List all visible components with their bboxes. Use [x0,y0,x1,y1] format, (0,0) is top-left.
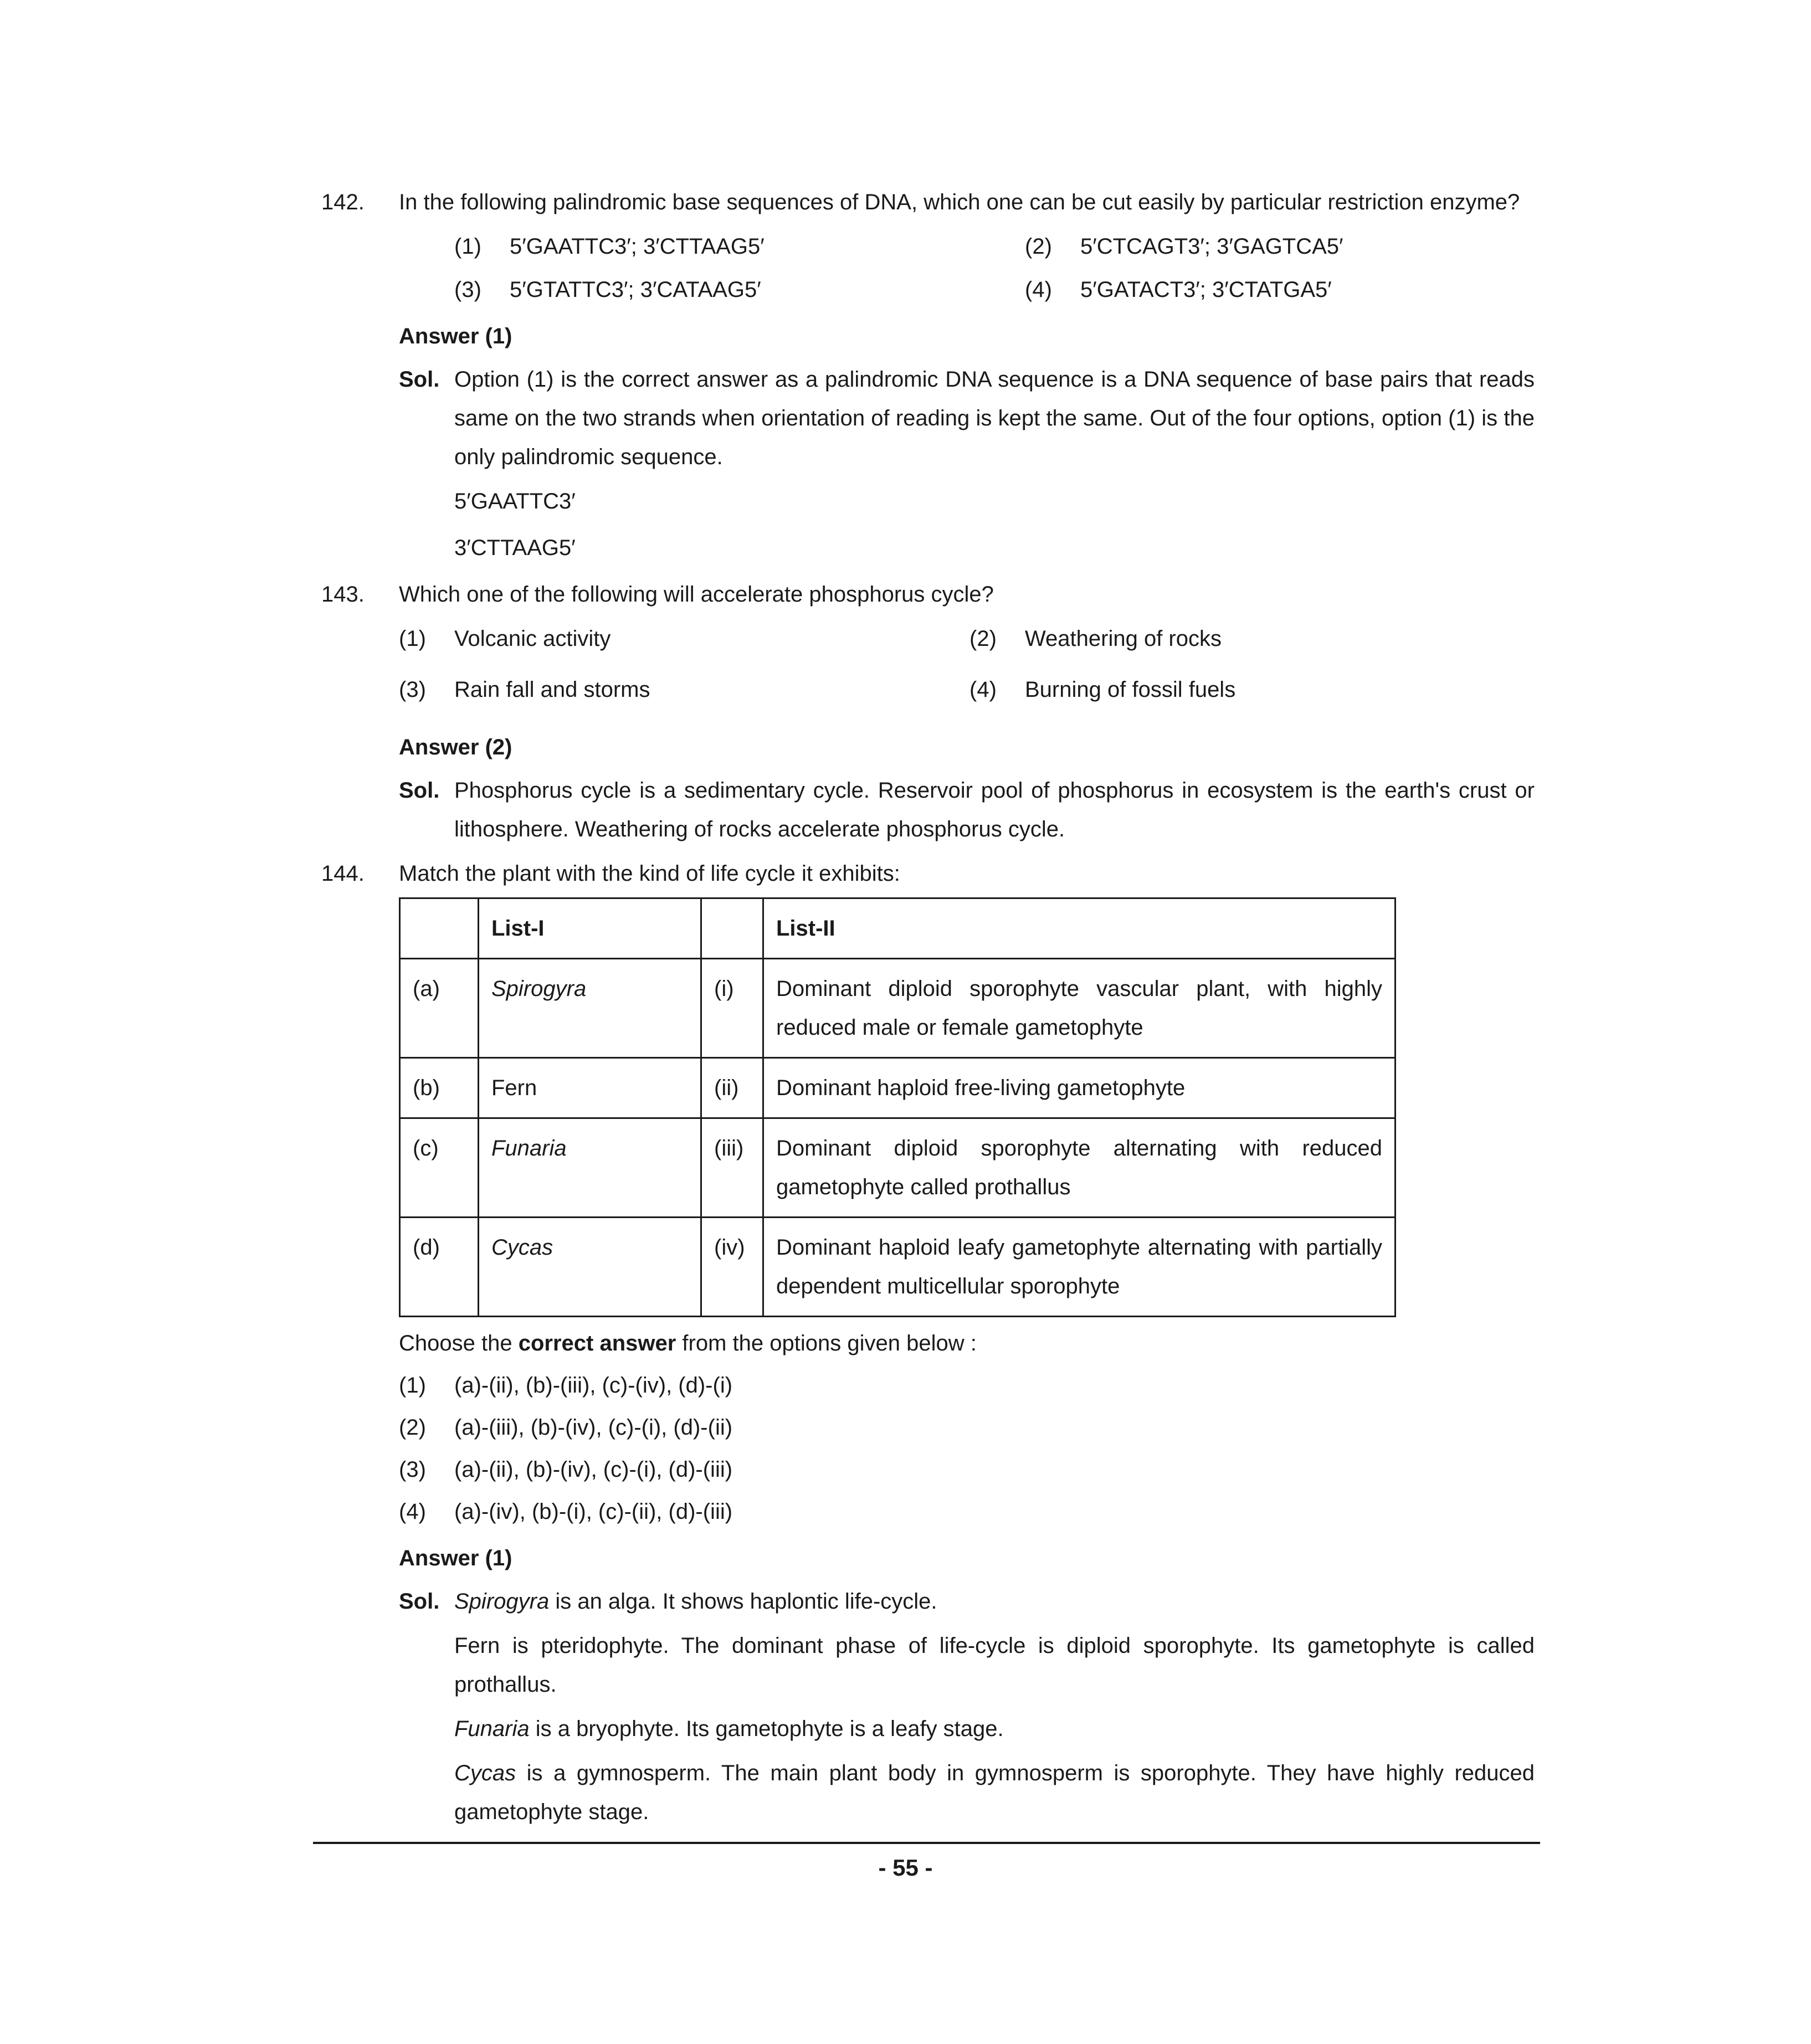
option-4: (4) (a)-(iv), (b)-(i), (c)-(ii), (d)-(iii) [399,1499,733,1524]
option-2: (2) (a)-(iii), (b)-(iv), (c)-(i), (d)-(ii) [399,1415,733,1440]
question-142 [321,183,1535,567]
solution-label: Sol. [399,1589,440,1614]
option-4: (4) Burning of fossil fuels [969,677,1236,702]
solution [399,771,1535,849]
answer: Answer (2) [399,735,512,759]
solution [399,360,1535,567]
question-144 [321,854,1535,1831]
option-3: (3) Rain fall and storms [399,677,650,702]
option-1: (1) (a)-(ii), (b)-(iii), (c)-(iv), (d)-(i) [399,1373,733,1398]
solution-text: Option (1) is the correct answer as a palindromic DNA sequence is a DNA sequence of base pairs that reads same on the two strands when orientation of reading is kept the same. Out of the four options, option (1) is the only palindromic sequence. [454,367,1535,469]
list-2-header: List-II [763,898,1396,959]
question-number: 142. [321,190,365,214]
options [454,227,1535,309]
table-row: (d) Cycas (iv) Dominant haploid leafy gametophyte alternating with partially dependent multicellular sporophyte [400,1218,1396,1317]
question-text: In the following palindromic base sequences of DNA, which one can be cut easily by particular restriction enzyme? [399,190,1520,214]
option-2: (2) Weathering of rocks [969,626,1222,651]
solution-paragraph: Cycas is a gymnosperm. The main plant body in gymnosperm is sporophyte. They have highly reduced gametophyte stage. [454,1761,1535,1824]
option-3: (3) 5′GTATTC3′; 3′CATAAG5′ [454,278,761,302]
question-text: Match the plant with the kind of life cycle it exhibits: [399,861,900,886]
option-3: (3) (a)-(ii), (b)-(iv), (c)-(i), (d)-(iii) [399,1457,733,1482]
solution [399,1582,1535,1831]
question-number: 143. [321,582,365,607]
sequence [454,482,1535,567]
question-number: 144. [321,861,365,886]
table-header-row [400,898,1396,959]
table-row: (c) Funaria (iii) Dominant diploid sporophyte alternating with reduced gametophyte called prothallus [400,1118,1396,1218]
options [399,1366,1535,1531]
option-2: (2) 5′CTCAGT3′; 3′GAGTCA5′ [1025,234,1343,259]
solution-label: Sol. [399,778,440,803]
question-143 [321,575,1535,849]
solution-paragraph: Funaria is a bryophyte. Its gametophyte is a leafy stage. [454,1717,1004,1741]
list-1-header: List-I [479,898,701,959]
page-content [321,183,1535,1837]
answer: Answer (1) [399,324,512,348]
options [399,619,1535,709]
solution-paragraph: Fern is pteridophyte. The dominant phase of life-cycle is diploid sporophyte. Its gametophyte is called prothallus. [454,1634,1535,1697]
question-text: Which one of the following will accelerate phosphorus cycle? [399,582,994,607]
option-1: (1) Volcanic activity [399,626,611,651]
sequence-strand-1: 5′GAATTC3′ [454,489,576,513]
solution-label: Sol. [399,367,440,392]
choose-instruction: Choose the correct answer from the options given below : [399,1331,977,1355]
answer: Answer (1) [399,1546,512,1570]
footer-divider [313,1842,1540,1844]
page-number: - 55 - [878,1855,933,1881]
sequence-strand-2: 3′CTTAAG5′ [454,536,576,560]
table-row: (a) Spirogyra (i) Dominant diploid sporophyte vascular plant, with highly reduced male or female gametophyte [400,959,1396,1058]
table-row: (b) Fern (ii) Dominant haploid free-living gametophyte [400,1058,1396,1118]
solution-text: Phosphorus cycle is a sedimentary cycle. Reservoir pool of phosphorus in ecosystem is the earth's crust or lithosphere. Weathering of rocks accelerate phosphorus cycle. [454,778,1535,841]
match-table [399,897,1396,1317]
option-4: (4) 5′GATACT3′; 3′CTATGA5′ [1025,278,1332,302]
solution-paragraph: Spirogyra is an alga. It shows haplontic life-cycle. [454,1589,937,1614]
option-1: (1) 5′GAATTC3′; 3′CTTAAG5′ [454,234,765,259]
